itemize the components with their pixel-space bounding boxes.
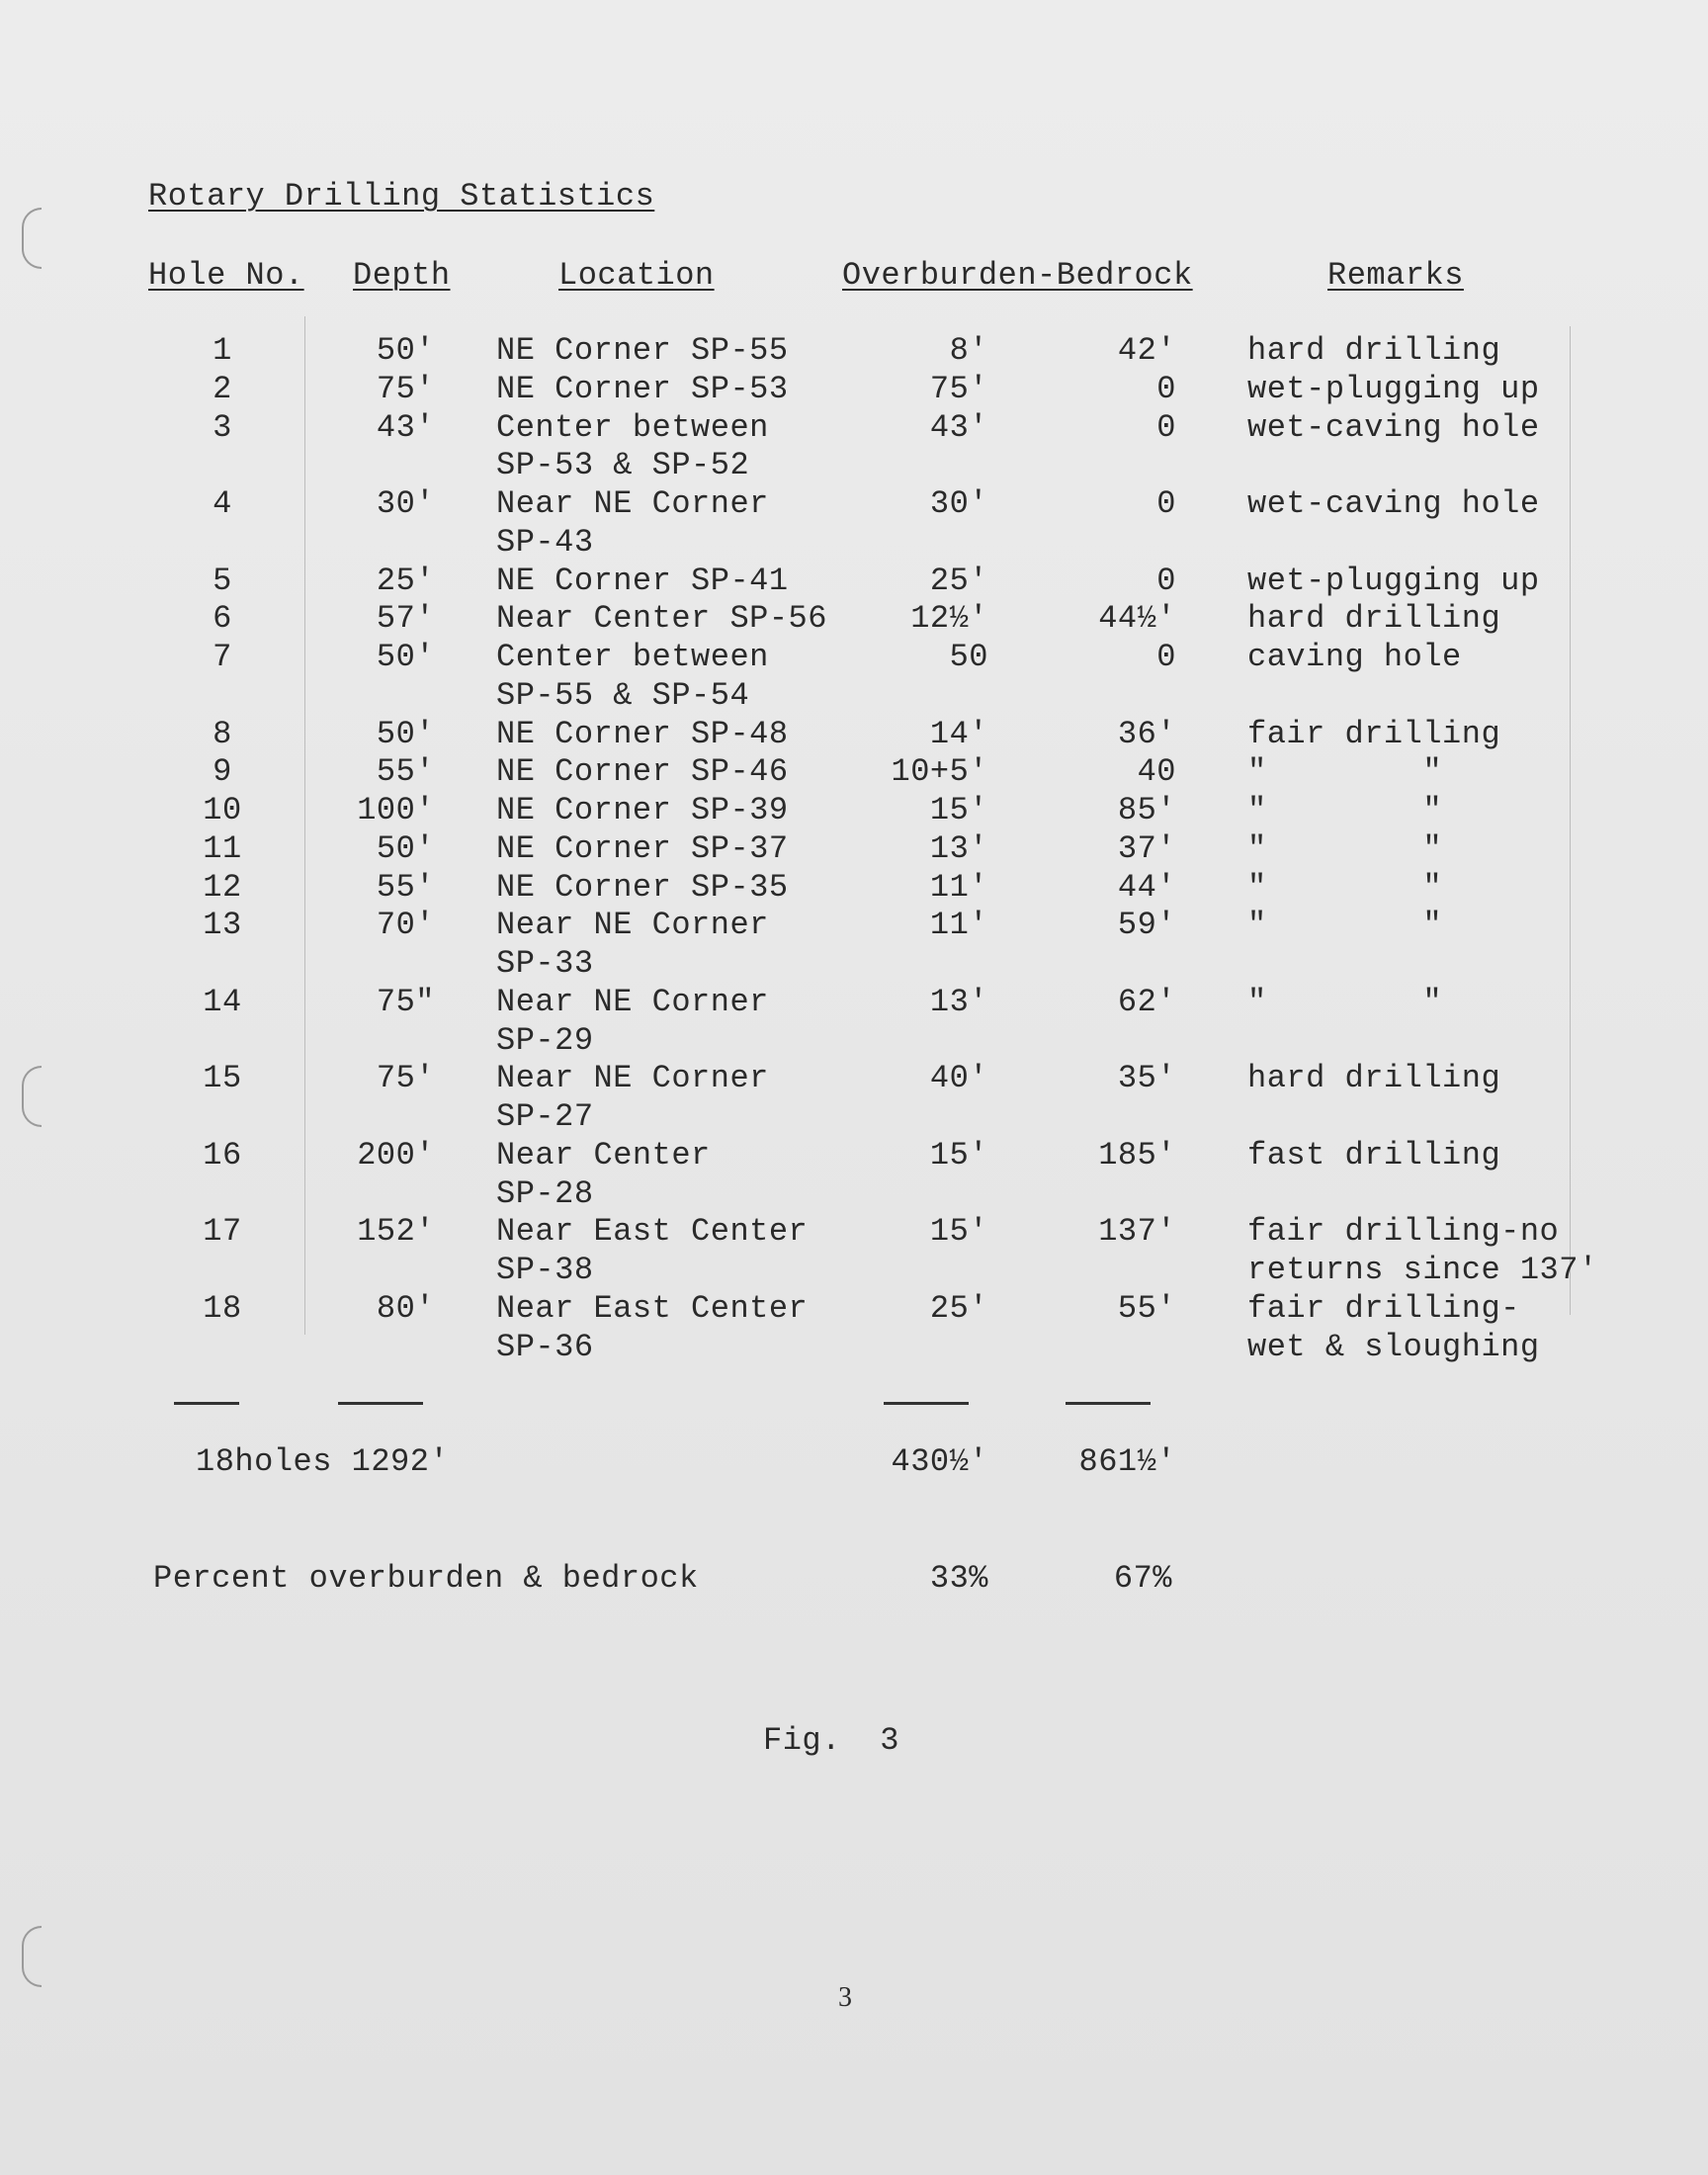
remarks-cell: hard drilling <box>1247 600 1501 638</box>
overburden-cell: 11' <box>929 907 988 944</box>
hole-number-cell: 5 <box>213 562 232 599</box>
depth-cell: 55' <box>376 753 435 791</box>
location-cell: SP-27 <box>496 1098 594 1135</box>
location-cell: Near NE Corner <box>496 983 769 1020</box>
remarks-cell: hard drilling <box>1247 332 1501 369</box>
total-rule <box>338 1402 423 1405</box>
remarks-cell: wet-caving hole <box>1247 485 1540 522</box>
depth-cell: 75' <box>376 1060 435 1097</box>
header-location: Location <box>558 257 715 294</box>
remarks-cell: fast drilling <box>1247 1136 1501 1174</box>
page-title: Rotary Drilling Statistics <box>148 178 655 215</box>
depth-cell: 80' <box>376 1289 435 1327</box>
bedrock-cell: 44' <box>1117 868 1176 906</box>
hole-number-cell: 4 <box>213 485 232 522</box>
header-hole-no: Hole No. <box>148 257 304 294</box>
hole-number-cell: 14 <box>203 983 242 1020</box>
location-cell: Center between <box>496 639 769 675</box>
bedrock-cell: 44½' <box>1098 600 1176 638</box>
hole-number-cell: 6 <box>213 600 232 638</box>
location-cell: NE Corner SP-37 <box>496 829 789 867</box>
location-cell: Near NE Corner <box>496 485 769 522</box>
remarks-cell: " " <box>1247 907 1443 944</box>
location-cell: SP-55 & SP-54 <box>496 676 750 714</box>
overburden-cell: 8' <box>949 332 988 369</box>
bedrock-cell: 37' <box>1117 829 1176 867</box>
location-cell: SP-43 <box>496 523 594 561</box>
header-depth: Depth <box>353 257 451 294</box>
bedrock-cell: 185' <box>1098 1136 1176 1174</box>
hole-number-cell: 3 <box>213 408 232 446</box>
bedrock-cell: 0 <box>1156 408 1176 446</box>
depth-cell: 75' <box>376 370 435 407</box>
bedrock-cell: 36' <box>1117 715 1176 752</box>
location-cell: Near East Center <box>496 1213 809 1251</box>
overburden-cell: 15' <box>929 1213 988 1251</box>
remarks-cell: " " <box>1247 983 1443 1020</box>
depth-cell: 50' <box>376 715 435 752</box>
location-cell: NE Corner SP-41 <box>496 562 789 599</box>
bedrock-cell: 62' <box>1117 983 1176 1020</box>
remarks-cell: returns since 137' <box>1247 1252 1598 1288</box>
overburden-cell: 25' <box>929 1289 988 1327</box>
depth-cell: 57' <box>376 600 435 638</box>
bedrock-cell: 0 <box>1156 370 1176 407</box>
depth-cell: 152' <box>357 1213 435 1251</box>
location-cell: SP-28 <box>496 1174 594 1212</box>
location-cell: NE Corner SP-46 <box>496 753 789 791</box>
remarks-cell: " " <box>1247 792 1443 828</box>
hole-number-cell: 17 <box>203 1213 242 1251</box>
bedrock-cell: 85' <box>1117 792 1176 828</box>
punch-hole-mark <box>22 1926 42 1987</box>
overburden-cell: 30' <box>929 485 988 522</box>
totals-bedrock: 861½' <box>1078 1443 1176 1480</box>
overburden-cell: 15' <box>929 1136 988 1174</box>
location-cell: SP-33 <box>496 945 594 982</box>
overburden-cell: 75' <box>929 370 988 407</box>
remarks-cell: hard drilling <box>1247 1060 1501 1097</box>
depth-cell: 75" <box>376 983 435 1020</box>
bedrock-cell: 55' <box>1117 1289 1176 1327</box>
punch-hole-mark <box>22 208 42 269</box>
depth-cell: 43' <box>376 408 435 446</box>
bedrock-cell: 0 <box>1156 485 1176 522</box>
overburden-cell: 43' <box>929 408 988 446</box>
location-cell: SP-36 <box>496 1328 594 1365</box>
hole-number-cell: 7 <box>213 639 232 675</box>
hole-number-cell: 13 <box>203 907 242 944</box>
location-cell: Near NE Corner <box>496 1060 769 1097</box>
bedrock-cell: 35' <box>1117 1060 1176 1097</box>
location-cell: Center between <box>496 408 769 446</box>
total-rule <box>884 1402 969 1405</box>
hole-number-cell: 1 <box>213 332 232 369</box>
depth-cell: 100' <box>357 792 435 828</box>
overburden-cell: 40' <box>929 1060 988 1097</box>
hole-number-cell: 15 <box>203 1060 242 1097</box>
location-cell: Near East Center <box>496 1289 809 1327</box>
remarks-cell: wet-plugging up <box>1247 370 1540 407</box>
overburden-cell: 10+5' <box>891 753 988 791</box>
overburden-cell: 15' <box>929 792 988 828</box>
remarks-cell: wet-caving hole <box>1247 408 1540 446</box>
bedrock-cell: 0 <box>1156 562 1176 599</box>
depth-cell: 50' <box>376 829 435 867</box>
location-cell: Near NE Corner <box>496 907 769 944</box>
overburden-cell: 14' <box>929 715 988 752</box>
bedrock-cell: 59' <box>1117 907 1176 944</box>
remarks-cell: " " <box>1247 753 1443 791</box>
page-number: 3 <box>838 1982 853 2013</box>
hole-number-cell: 12 <box>203 868 242 906</box>
remarks-cell: caving hole <box>1247 639 1462 675</box>
figure-caption: Fig. 3 <box>763 1722 899 1759</box>
bedrock-cell: 137' <box>1098 1213 1176 1251</box>
location-cell: NE Corner SP-48 <box>496 715 789 752</box>
overburden-cell: 25' <box>929 562 988 599</box>
hole-number-cell: 11 <box>203 829 242 867</box>
depth-cell: 50' <box>376 639 435 675</box>
header-remarks: Remarks <box>1327 257 1464 294</box>
depth-cell: 30' <box>376 485 435 522</box>
header-overburden-bedrock: Overburden-Bedrock <box>842 257 1193 294</box>
bedrock-cell: 42' <box>1117 332 1176 369</box>
location-cell: SP-38 <box>496 1252 594 1288</box>
location-cell: Near Center <box>496 1136 711 1174</box>
remarks-cell: " " <box>1247 868 1443 906</box>
location-cell: NE Corner SP-35 <box>496 868 789 906</box>
depth-cell: 70' <box>376 907 435 944</box>
faint-column-line <box>1570 326 1571 1315</box>
remarks-cell: fair drilling- <box>1247 1289 1520 1327</box>
total-rule <box>1066 1402 1151 1405</box>
depth-cell: 200' <box>357 1136 435 1174</box>
overburden-cell: 11' <box>929 868 988 906</box>
location-cell: NE Corner SP-55 <box>496 332 789 369</box>
hole-number-cell: 8 <box>213 715 232 752</box>
overburden-cell: 13' <box>929 829 988 867</box>
depth-cell: 50' <box>376 332 435 369</box>
remarks-cell: wet-plugging up <box>1247 562 1540 599</box>
bedrock-cell: 0 <box>1156 639 1176 675</box>
location-cell: SP-53 & SP-52 <box>496 447 750 484</box>
hole-number-cell: 16 <box>203 1136 242 1174</box>
location-cell: NE Corner SP-39 <box>496 792 789 828</box>
punch-hole-mark <box>22 1066 42 1127</box>
total-rule <box>174 1402 239 1405</box>
location-cell: Near Center SP-56 <box>496 600 827 638</box>
depth-cell: 25' <box>376 562 435 599</box>
hole-number-cell: 10 <box>203 792 242 828</box>
remarks-cell: fair drilling-no <box>1247 1213 1560 1251</box>
percent-label: Percent overburden & bedrock <box>153 1560 699 1597</box>
depth-cell: 55' <box>376 868 435 906</box>
overburden-cell: 13' <box>929 983 988 1020</box>
location-cell: SP-29 <box>496 1021 594 1059</box>
hole-number-cell: 18 <box>203 1289 242 1327</box>
percent-overburden: 33% <box>929 1560 988 1597</box>
remarks-cell: wet & sloughing <box>1247 1328 1540 1365</box>
hole-number-cell: 9 <box>213 753 232 791</box>
overburden-cell: 50 <box>949 639 988 675</box>
percent-bedrock: 67% <box>1113 1560 1172 1597</box>
remarks-cell: fair drilling <box>1247 715 1501 752</box>
totals-holes-depth: 18holes 1292' <box>196 1443 450 1480</box>
hole-number-cell: 2 <box>213 370 232 407</box>
bedrock-cell: 40 <box>1137 753 1176 791</box>
overburden-cell: 12½' <box>910 600 988 638</box>
faint-column-line <box>304 316 305 1335</box>
totals-overburden: 430½' <box>891 1443 988 1480</box>
location-cell: NE Corner SP-53 <box>496 370 789 407</box>
remarks-cell: " " <box>1247 829 1443 867</box>
